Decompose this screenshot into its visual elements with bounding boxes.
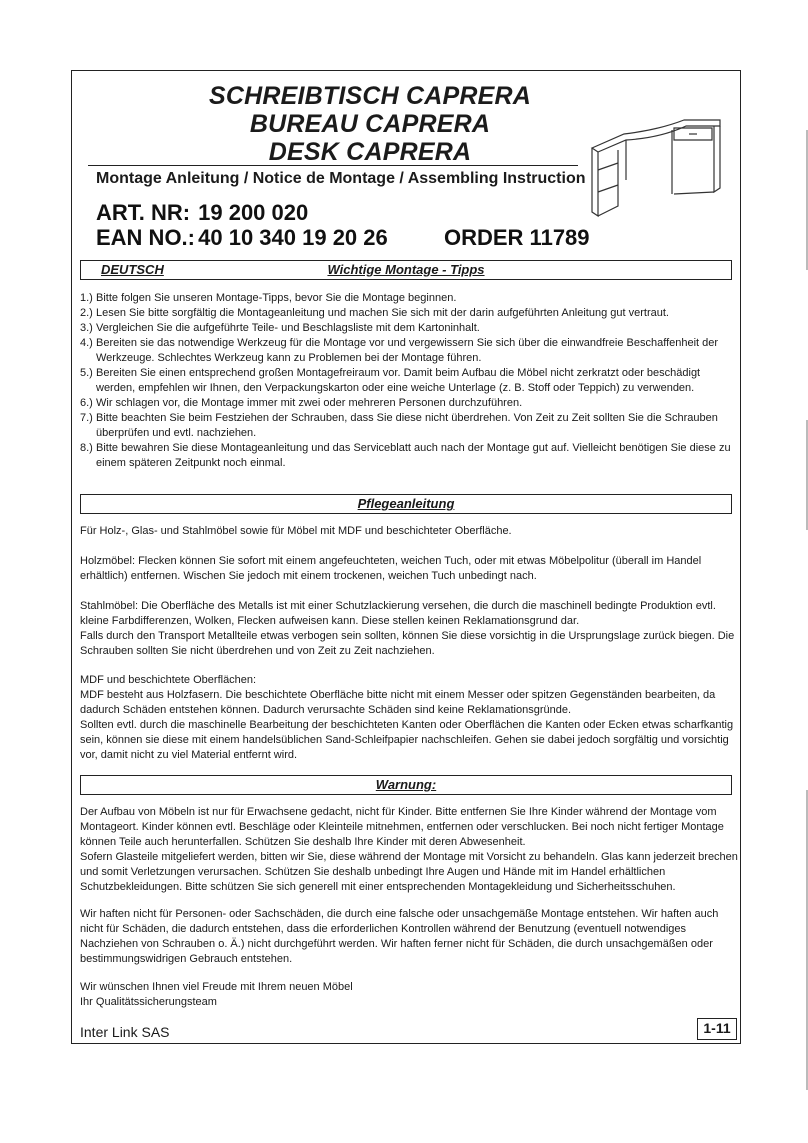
list-item-text: Lesen Sie bitte sorgfältig die Montageanleitung und machen Sie sich mit der darin aufgeführten Anleitung gut vertraut. (96, 307, 669, 319)
list-item (80, 366, 735, 396)
list-item (80, 411, 735, 441)
title-english: DESK CAPRERA (268, 138, 472, 166)
closing-wish: Wir wünschen Ihnen viel Freude mit Ihrem neuen Möbel (80, 981, 353, 993)
list-item (80, 291, 735, 306)
list-item-text: Bitte beachten Sie beim Festziehen der Schrauben, dass Sie diese nicht überdrehen. Von Zeit zu Zeit sollten Sie die Schrauben überprüfen und evtl. nachziehen. (96, 412, 718, 439)
tipps-heading: Wichtige Montage - Tipps (327, 262, 485, 277)
list-item-text: Bitte folgen Sie unseren Montage-Tipps, bevor Sie die Montage beginnen. (96, 292, 457, 304)
article-number-label: ART. NR: (96, 200, 191, 225)
list-item-number: 5.) (80, 367, 93, 379)
ean-value: 40 10 340 19 20 26 (198, 225, 388, 250)
ean-label: EAN NO.: (96, 225, 195, 250)
closing-signature: Ihr Qualitätssicherungsteam (80, 996, 217, 1008)
warnung-glas: Sofern Glasteile mitgeliefert werden, bitten wir Sie, diese während der Montage mit Vorsicht zu behandeln. Glas kann jederzeit brechen und somit Verletzungen verursachen. Schützen Sie deshalb unbedingt Ihre Augen und Hände mit im Handel erhältlichen Schutzbekleidungen. Bitte schützen Sie sich generell mit einer entsprechenden Montagekleidung und Sicherheitsschuhen. (80, 851, 738, 893)
list-item-text: Wir schlagen vor, die Montage immer mit zwei oder mehreren Personen durchzuführen. (96, 397, 523, 409)
section-bar-pflege (80, 494, 732, 514)
list-item-text: Vergleichen Sie die aufgeführte Teile- und Beschlagsliste mit dem Kartoninhalt. (96, 322, 480, 334)
pflege-metallteile: Falls durch den Transport Metallteile etwas verbogen sein sollten, können Sie diese vorsichtig in die Ursprungslage zurück biegen. Die Schrauben sollten Sie nicht überdrehen und von Zeit zu Zeit nachziehen. (80, 630, 735, 657)
pflege-stahlmoebel: Stahlmöbel: Die Oberfläche des Metalls ist mit einer Schutzlackierung versehen, die durch die maschinell bedingte Produktion evtl. kleine Farbdifferenzen, Wolken, Flecken aufweisen kann. Diese stellen keinen Reklamationsgrund dar. (80, 600, 716, 627)
list-item (80, 306, 735, 321)
warnung-kinder: Der Aufbau von Möbeln ist nur für Erwachsene gedacht, nicht für Kinder. Bitte entfernen Sie Ihre Kinder während der Montage vom Montageort. Kinder können evtl. Beschläge oder Kleinteile mitnehmen, entfernen oder verschlucken. Bei noch nicht fertiger Montage können Teile auch herunterfallen. Schützen Sie deshalb Ihre Kinder mit deren Abwesenheit. (80, 806, 724, 848)
list-item-number: 1.) (80, 292, 93, 304)
article-number-line (96, 200, 308, 226)
article-number-value: 19 200 020 (198, 200, 309, 225)
desk-illustration-icon (588, 108, 723, 220)
list-item (80, 441, 735, 471)
order-number: ORDER 11789 (444, 225, 590, 250)
subtitle: Montage Anleitung / Notice de Montage / Assembling Instruction (96, 170, 586, 187)
ean-line (96, 225, 590, 251)
pflege-holzmoebel: Holzmöbel: Flecken können Sie sofort mit einem angefeuchteten, weichen Tuch, oder mit etwas Möbelpolitur (überall im Handel erhältlich) entfernen. Wischen Sie jedoch mit einem trockenen, weichen Tuch unbedingt nach. (80, 555, 702, 582)
list-item-text: Bereiten sie das notwendige Werkzeug für die Montage vor und vergewissern Sie sich über die einwandfreie Beschaffenheit der Werkzeuge. Schlechtes Werkzeug kann zu Problemen bei der Montage führen. (96, 337, 719, 364)
pflege-heading: Pflegeanleitung (357, 496, 455, 511)
language-label: DEUTSCH (101, 262, 164, 277)
page-number: 1-11 (697, 1018, 737, 1040)
title-divider (88, 165, 578, 166)
list-item-number: 8.) (80, 442, 93, 454)
list-item (80, 321, 735, 336)
list-item (80, 396, 735, 411)
list-item-text: Bereiten Sie einen entsprechend großen Montagefreiraum vor. Damit beim Aufbau die Möbel nicht zerkratzt oder beschädigt werden, empfehlen wir Ihnen, den Verpackungskarton oder eine weiche Unterlage (z. B. Stoff oder Teppich) zu verwenden. (96, 367, 701, 394)
title-french: BUREAU CAPRERA (249, 110, 491, 138)
pflege-intro: Für Holz-, Glas- und Stahlmöbel sowie für Möbel mit MDF und beschichteter Oberfläche. (80, 525, 512, 537)
section-bar-tipps (80, 260, 732, 280)
pflege-mdf-heading: MDF und beschichtete Oberflächen: (80, 674, 257, 686)
list-item-number: 6.) (80, 397, 93, 409)
warnung-haftung: Wir haften nicht für Personen- oder Sachschäden, die durch eine falsche oder unsachgemäße Montage entstehen. Wir haften auch nicht für Schäden, die dadurch entstehen, dass die erforderlichen Kontrollen während der Benutzung (eventuell notwendiges Nachziehen von Schrauben o. Ä.) nicht durchgeführt werden. Wir haften ferner nicht für Schäden, die durch unsachgemäßen oder bestimmungswidrigen Gebrauch entstehen. (80, 908, 719, 965)
list-item-text: Bitte bewahren Sie diese Montageanleitung und das Serviceblatt auch nach der Montage gut auf. Vielleicht benötigen Sie diese zu einem späteren Zeitpunkt noch einmal. (96, 442, 731, 469)
tipps-list (80, 291, 735, 471)
list-item-number: 2.) (80, 307, 93, 319)
section-bar-warnung (80, 775, 732, 795)
company-name: Inter Link SAS (80, 1024, 170, 1040)
title-german: SCHREIBTISCH CAPRERA (208, 82, 532, 110)
pflege-mdf-kanten: Sollten evtl. durch die maschinelle Bearbeitung der beschichteten Kanten oder Oberflächen die Kanten oder Ecken etwas scharfkantig sein, können sie diese mit einem handelsüblichen Sand-Schleifpapier nachschleifen. Gehen sie dabei jedoch sorgfältig und vorsichtig vor, damit nicht zu viel Material entfernt wird. (80, 719, 734, 761)
list-item-number: 4.) (80, 337, 93, 349)
pflege-mdf-text: MDF besteht aus Holzfasern. Die beschichtete Oberfläche bitte nicht mit einem Messer oder spitzen Gegenständen bearbeiten, da dadurch Schäden entstehen können. Dadurch verursachte Schäden sind keine Reklamationsgründe. (80, 689, 716, 716)
warnung-heading: Warnung: (375, 777, 437, 792)
list-item-number: 7.) (80, 412, 93, 424)
list-item-number: 3.) (80, 322, 93, 334)
list-item (80, 336, 735, 366)
